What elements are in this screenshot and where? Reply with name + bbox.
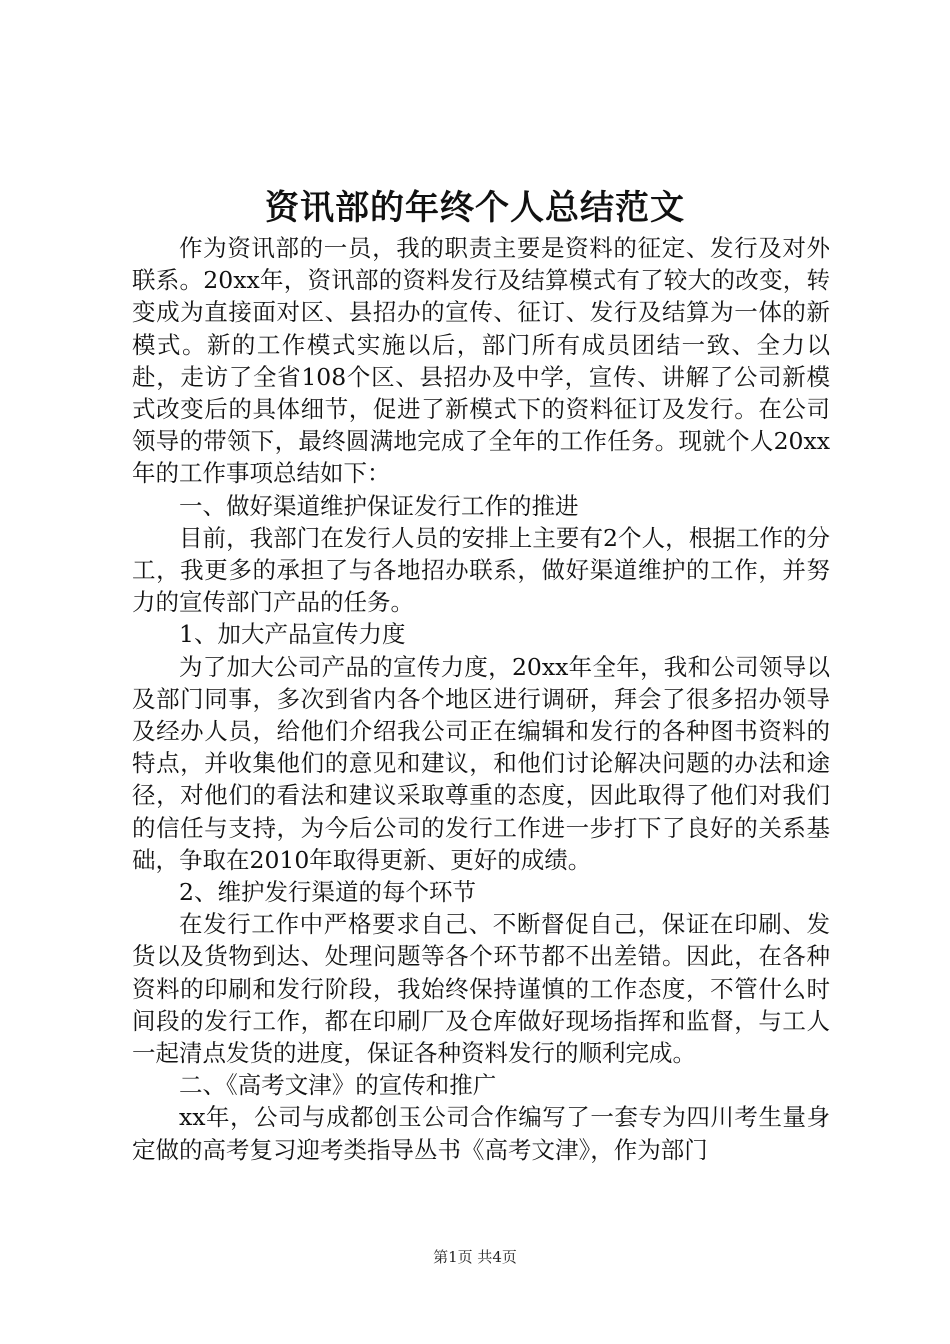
- body-paragraph-staffing: 目前，我部门在发行人员的安排上主要有2个人，根据工作的分工，我更多的承担了与各地招办联系，做好渠道维护的工作，并努力的宣传部门产品的任务。: [132, 523, 830, 617]
- subsection-heading-2: 2、维护发行渠道的每个环节: [179, 878, 476, 907]
- page-number-footer: 第1页 共4页: [433, 1248, 517, 1266]
- document-body: [132, 232, 830, 1166]
- section-heading-2: 二、《高考文津》的宣传和推广: [179, 1071, 497, 1100]
- document-title: 资讯部的年终个人总结范文: [265, 188, 685, 228]
- body-paragraph-intro: 作为资讯部的一员，我的职责主要是资料的征定、发行及对外联系。20xx年，资讯部的资料发行及结算模式有了较大的改变，转变成为直接面对区、县招办的宣传、征订、发行及结算为一体的新模式。新的工作模式实施以后，部门所有成员团结一致、全力以赴，走访了全省108个区、县招办及中学，宣传、讲解了公司新模式改变后的具体细节，促进了新模式下的资料征订及发行。在公司领导的带领下，最终圆满地完成了全年的工作任务。现就个人20xx年的工作事项总结如下：: [132, 234, 830, 488]
- body-paragraph-channels: 在发行工作中严格要求自己、不断督促自己，保证在印刷、发货以及货物到达、处理问题等各个环节都不出差错。因此，在各种资料的印刷和发行阶段，我始终保持谨慎的工作态度，不管什么时间段的发行工作，都在印刷厂及仓库做好现场指挥和监督，与工人一起清点发货的进度，保证各种资料发行的顺利完成。: [132, 910, 830, 1068]
- body-paragraph-promotion: 为了加大公司产品的宣传力度，20xx年全年，我和公司领导以及部门同事，多次到省内各个地区进行调研，拜会了很多招办领导及经办人员，给他们介绍我公司正在编辑和发行的各种图书资料的特点，并收集他们的意见和建议，和他们讨论解决问题的办法和途径，对他们的看法和建议采取尊重的态度，因此取得了他们对我们的信任与支持，为今后公司的发行工作进一步打下了良好的关系基础，争取在2010年取得更新、更好的成绩。: [132, 652, 830, 874]
- subsection-heading-1: 1、加大产品宣传力度: [179, 620, 406, 649]
- body-paragraph-gaokao: xx年，公司与成都创玉公司合作编写了一套专为四川考生量身定做的高考复习迎考类指导丛书《高考文津》，作为部门: [132, 1103, 830, 1164]
- section-heading-1: 一、做好渠道维护保证发行工作的推进: [179, 491, 579, 520]
